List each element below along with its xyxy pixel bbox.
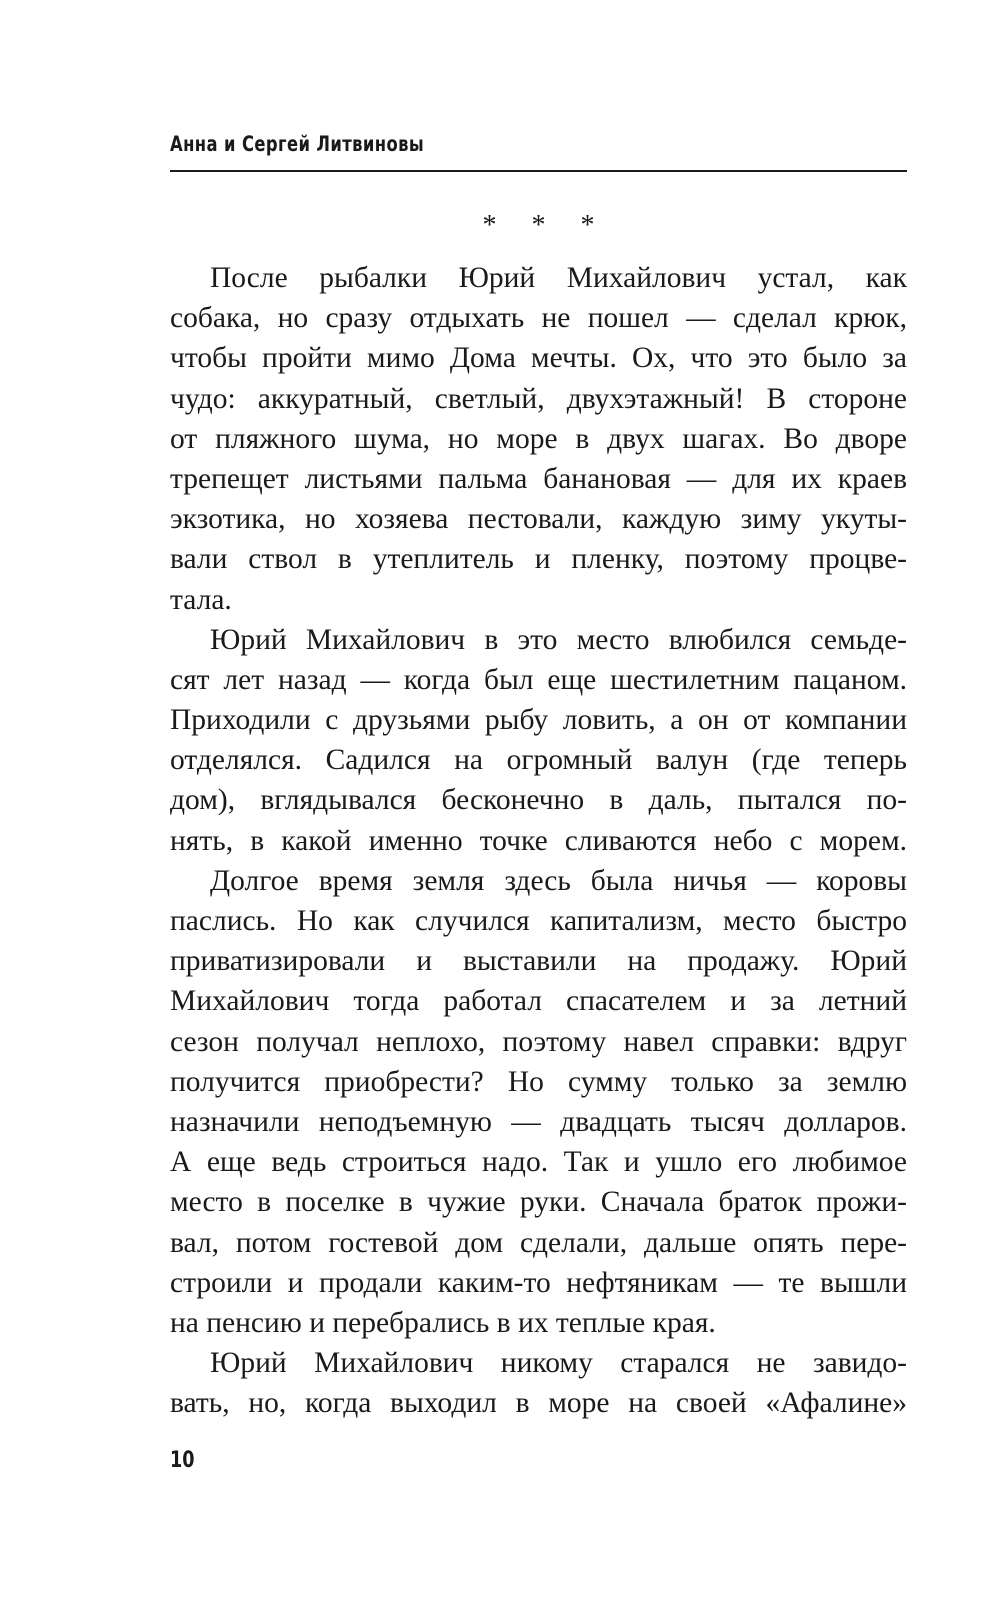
text-line: А еще ведь строиться надо. Так и ушло его любимое	[170, 1146, 907, 1179]
text-line: сят лет назад — когда был еще шестилетним пацаном.	[170, 663, 907, 696]
text-line: от пляжного шума, но море в двух шагах. Во дворе	[170, 422, 907, 455]
text-line: Михайлович тогда работал спасателем и за летний	[170, 985, 907, 1018]
text-line: Долгое время земля здесь была ничья — коровы	[210, 864, 907, 897]
text-line: сезон получал неплохо, поэтому навел справки: вдруг	[170, 1025, 907, 1058]
text-line: нять, в какой именно точке сливаются небо с морем.	[170, 824, 907, 857]
text-line: приватизировали и выставили на продажу. Юрий	[170, 945, 907, 978]
text-line: место в поселке в чужие руки. Сначала браток прожи-	[170, 1186, 907, 1219]
text-line: назначили неподъемную — двадцать тысяч долларов.	[170, 1105, 907, 1138]
text-line: тала.	[170, 583, 232, 616]
body-text	[170, 258, 907, 1423]
text-line: После рыбалки Юрий Михайлович устал, как	[210, 262, 907, 294]
text-line: экзотика, но хозяева пестовали, каждую зиму укуты-	[170, 503, 907, 536]
text-line: отделялся. Садился на огромный валун (где теперь	[170, 744, 907, 777]
text-line: вать, но, когда выходил в море на своей «Афалине»	[170, 1387, 907, 1420]
text-line: Приходили с друзьями рыбу ловить, а он от компании	[170, 704, 907, 737]
text-line: чудо: аккуратный, светлый, двухэтажный! В стороне	[170, 382, 907, 415]
text-line: Юрий Михайлович никому старался не завидо-	[210, 1347, 907, 1380]
running-head: Анна и Сергей Литвиновы	[170, 132, 425, 156]
text-line: строили и продали каким-то нефтяникам — те вышли	[170, 1266, 907, 1299]
text-line: вал, потом гостевой дом сделали, дальше опять пере-	[170, 1226, 907, 1259]
text-line: паслись. Но как случился капитализм, место быстро	[170, 905, 907, 937]
text-line: на пенсию и перебрались в их теплые края.	[170, 1306, 716, 1339]
text-line: собака, но сразу отдыхать не пошел — сделал крюк,	[170, 302, 907, 335]
section-separator: * * *	[482, 210, 609, 241]
text-line: Юрий Михайлович в это место влюбился семьде-	[210, 623, 907, 656]
text-line: получится приобрести? Но сумму только за землю	[170, 1065, 907, 1098]
text-line: дом), вглядывался бесконечно в даль, пытался по-	[170, 784, 907, 817]
text-line: вали ствол в утеплитель и пленку, поэтому процве-	[170, 543, 907, 576]
header-rule	[170, 170, 907, 172]
text-line: чтобы пройти мимо Дома мечты. Ох, что это было за	[170, 342, 907, 375]
text-line: трепещет листьями пальма банановая — для их краев	[170, 462, 907, 495]
page-number: 10	[170, 1448, 195, 1473]
